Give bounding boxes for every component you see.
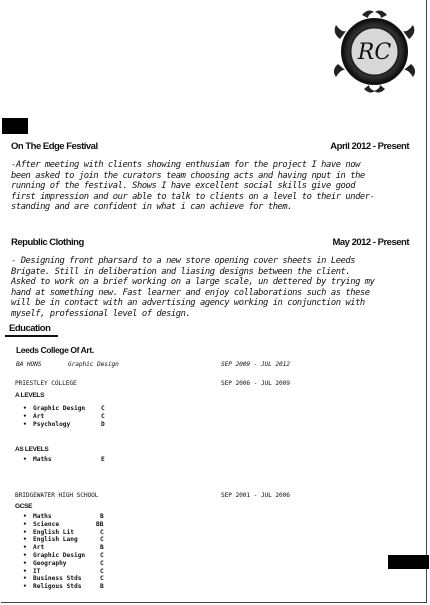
school-name: PRIESTLEY COLLEGE (15, 380, 77, 387)
education-underline (5, 335, 58, 337)
job-line: hand at something new. Fast learner and enjoy collaborations such as these (11, 287, 370, 298)
job-line: will be in contact with an advertising agency working in conjunction with (11, 298, 365, 309)
job-line: first impression and our able to talk to clients on a level to their under- (11, 191, 375, 202)
svg-text:RC: RC (357, 40, 392, 65)
job-line: - Designing front pharsard to a new store opening cover sheets in Leeds (11, 256, 356, 266)
job-line: -After meeting with clients showing enthusiam for the project I have now (11, 160, 360, 170)
section-marker-left (2, 118, 28, 134)
education-heading: Education (9, 323, 51, 334)
course-level: BA HONS (16, 361, 42, 368)
job-dates: April 2012 - Present (330, 141, 409, 152)
job-line: Brigate. Still in deliberation and liasing designs between the client. (11, 266, 351, 277)
job-dates: May 2012 - Present (332, 237, 409, 248)
job-line: standing and are confident in what i can achieve for them. (11, 202, 293, 213)
job-line: Asked to work on a brief working on a large scale, un dettered by trying my (11, 277, 375, 288)
college-name: Leeds College Of Art. (16, 345, 94, 355)
rc-monogram-logo (332, 9, 417, 94)
course-subject: Graphic Design (68, 361, 119, 368)
job-description (11, 256, 411, 320)
school-dates: SEP 2006 - JUL 2009 (221, 380, 290, 387)
gcse-heading: GCSE (15, 503, 33, 510)
job-header (11, 237, 409, 248)
school-name: BRIDGEWATER HIGH SCHOOL (15, 492, 99, 499)
section-marker-right (388, 555, 429, 569)
job-header (11, 141, 409, 152)
job-description (11, 160, 411, 213)
job-organisation: On The Edge Festival (11, 141, 98, 152)
job-line: running of the festival. Shows I have excellent social skills give good (11, 181, 356, 192)
course-dates: SEP 2009 - JUL 2012 (221, 361, 290, 368)
as-levels-heading: AS LEVELS (15, 446, 49, 453)
job-organisation: Republic Clothing (11, 237, 84, 248)
a-levels-heading: A LEVELS (15, 392, 45, 399)
job-line: myself, professional level of design. (11, 308, 191, 319)
school-dates: SEP 2001 - JUL 2006 (221, 492, 290, 499)
job-line: been asked to join the curators team choosing acts and having nput in the (11, 170, 365, 181)
